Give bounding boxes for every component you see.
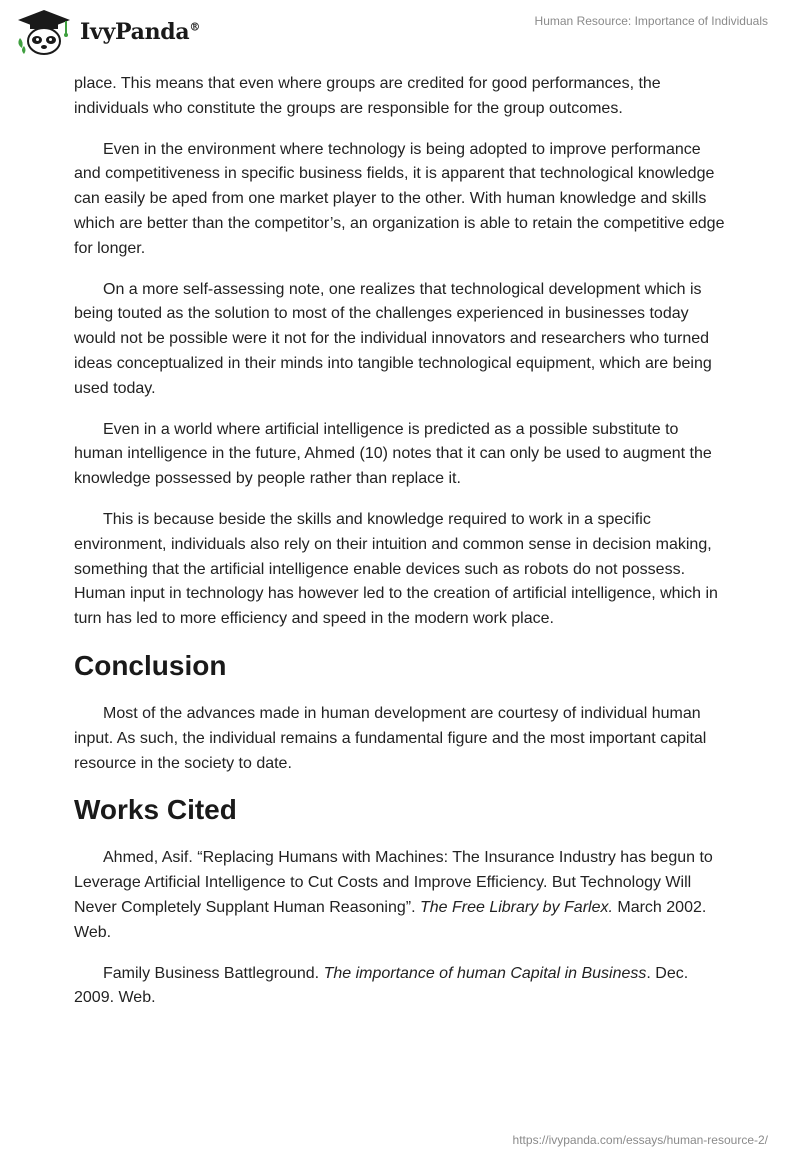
citation-source: The Free Library by Farlex. xyxy=(419,898,613,916)
citation-entry xyxy=(74,962,726,1012)
page-header xyxy=(0,0,800,62)
works-cited-heading: Works Cited xyxy=(74,794,237,826)
citation-entry xyxy=(74,846,726,945)
source-url[interactable]: https://ivypanda.com/essays/human-resource-2/ xyxy=(512,1133,768,1147)
citation-title: The importance of human Capital in Business xyxy=(323,964,647,982)
ivypanda-logo[interactable] xyxy=(14,8,200,56)
body-paragraph: On a more self-assessing note, one realizes that technological development which is being touted as the solution to most of the challenges experienced in businesses today would not be possible were it not for the individual innovators and researchers who turned ideas conceptualized in their minds into tangible technological equipment, which are being used today. xyxy=(74,280,712,397)
essay-content xyxy=(74,72,726,1027)
logo-wordmark: IvyPanda® xyxy=(80,19,201,45)
conclusion-heading: Conclusion xyxy=(74,649,227,681)
conclusion-paragraph: Most of the advances made in human development are courtesy of individual human input. As such, the individual remains a fundamental figure and the most important capital resource in the society to date. xyxy=(74,704,707,772)
citation-text: Ahmed, Asif. “Replacing Humans with Machines: The Insurance Industry has begun to Leverage Artificial Intelligence to Cut Costs and Improve Efficiency. But Technology Will Never Completely Supplant Human Reasoning”. xyxy=(74,849,713,916)
citation-date: . Dec. 2009. Web. xyxy=(74,964,689,1007)
panda-graduation-cap-icon xyxy=(14,8,74,56)
citation-date: March 2002. Web. xyxy=(74,898,707,941)
body-paragraph: Even in the environment where technology is being adopted to improve performance and competitiveness in specific business fields, it is apparent that technological knowledge can easily be aped from one market player to the other. With human knowledge and skills which are better than the competitor’s, an organization is able to retain the competitive edge for longer. xyxy=(74,140,725,257)
body-paragraph: This is because beside the skills and knowledge required to work in a specific environment, individuals also rely on their intuition and common sense in decision making, something that the artificial intelligence enable devices such as robots do not possess. Human input in technology has however led to the creation of artificial intelligence, which in turn has led to more efficiency and speed in the modern work place. xyxy=(74,510,718,628)
body-paragraph: Even in a world where artificial intelligence is predicted as a possible substitute to human intelligence in the future, Ahmed (10) notes that it can only be used to augment the knowledge possessed by people rather than replace it. xyxy=(74,420,712,488)
citation-author: Family Business Battleground. xyxy=(103,964,320,982)
running-title: Human Resource: Importance of Individuals xyxy=(534,14,768,28)
body-paragraph: place. This means that even where groups are credited for good performances, the individuals who constitute the groups are responsible for the group outcomes. xyxy=(74,75,661,117)
